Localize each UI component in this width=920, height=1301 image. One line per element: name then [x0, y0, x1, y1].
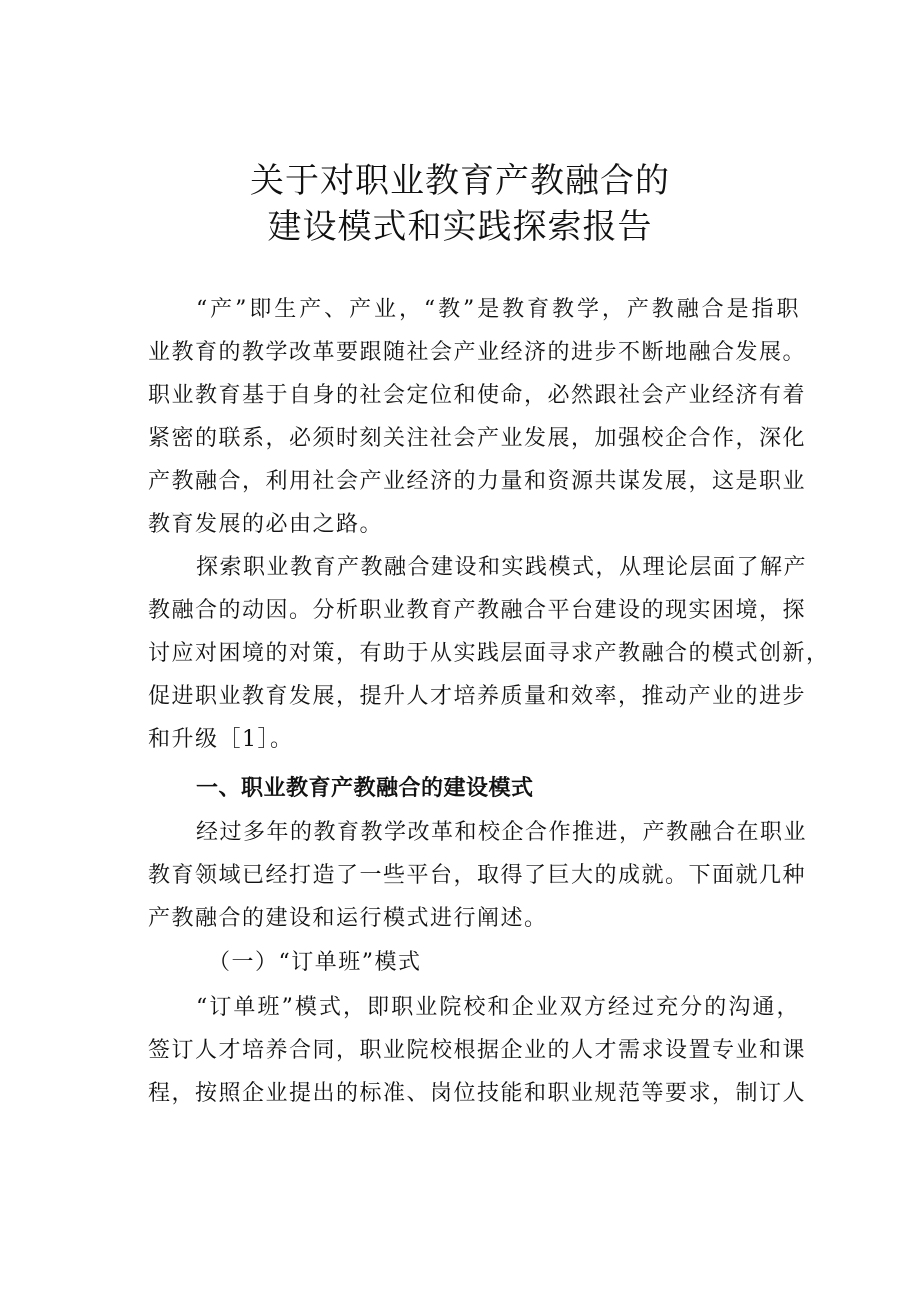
paragraph-1-line-4: 紧密的联系，必须时刻关注社会产业发展，加强校企合作，深化 [148, 426, 807, 451]
paragraph-1-line-1: “产”即生产、产业，“教”是教育教学，产教融合是指职 [196, 297, 800, 322]
paragraph-4-line-3: 程，按照企业提出的标准、岗位技能和职业规范等要求，制订人 [148, 1081, 807, 1106]
paragraph-1-line-5: 产教融合，利用社会产业经济的力量和资源共谋发展，这是职业 [148, 469, 807, 494]
document-title-line-1: 关于对职业教育产教融合的 [250, 161, 670, 201]
document-title-line-2: 建设模式和实践探索报告 [267, 207, 653, 247]
paragraph-4-line-2: 签订人才培养合同，职业院校根据企业的人才需求设置专业和课 [148, 1038, 807, 1063]
paragraph-2-line-3: 讨应对困境的对策，有助于从实践层面寻求产教融合的模式创新， [148, 641, 830, 666]
paragraph-2-line-1: 探索职业教育产教融合建设和实践模式，从理论层面了解产 [196, 555, 808, 580]
section-heading: 一、职业教育产教融合的建设模式 [196, 776, 534, 801]
paragraph-3-line-3: 产教融合的建设和运行模式进行阐述。 [148, 906, 548, 931]
paragraph-3-line-1: 经过多年的教育教学改革和校企合作推进，产教融合在职业 [196, 820, 808, 845]
paragraph-4-line-1: “订单班”模式，即职业院校和企业双方经过充分的沟通， [196, 995, 800, 1020]
paragraph-1-line-6: 教育发展的必由之路。 [148, 512, 384, 537]
paragraph-2-line-2: 教融合的动因。分析职业教育产教融合平台建设的现实困境，探 [148, 598, 807, 623]
paragraph-1-line-2: 业教育的教学改革要跟随社会产业经济的进步不断地融合发展。 [148, 340, 807, 365]
paragraph-3-line-2: 教育领域已经打造了一些平台，取得了巨大的成就。下面就几种 [148, 863, 807, 888]
subsection-heading: （一）“订单班”模式 [208, 950, 422, 975]
paragraph-1-line-3: 职业教育基于自身的社会定位和使命，必然跟社会产业经济有着 [148, 383, 807, 408]
paragraph-2-line-4: 促进职业教育发展，提升人才培养质量和效率，推动产业的进步 [148, 684, 807, 709]
paragraph-2-line-5: 和升级［1］。 [148, 727, 294, 752]
